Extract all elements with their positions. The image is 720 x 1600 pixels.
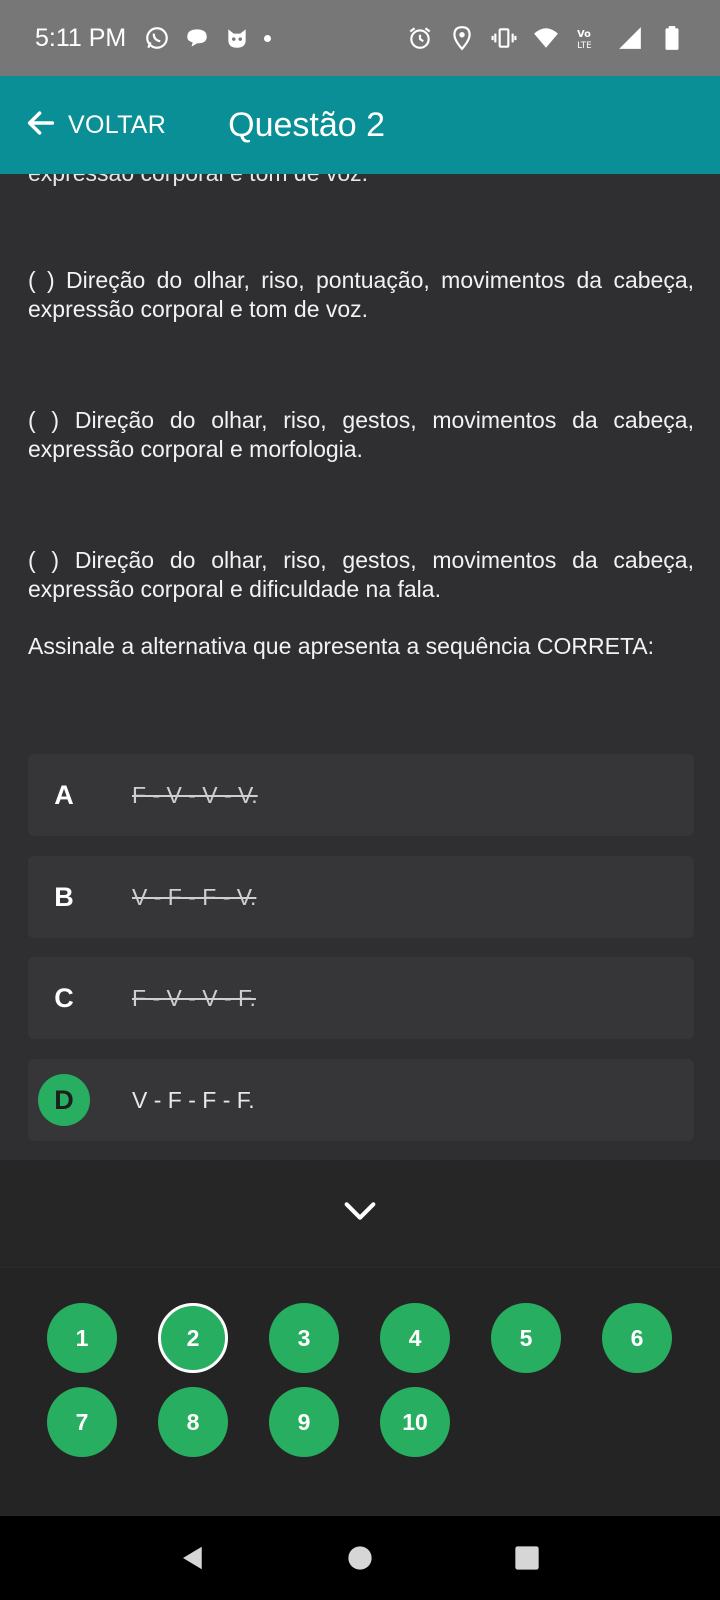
back-triangle-icon[interactable]: [173, 1538, 213, 1578]
question-button-2-current[interactable]: 2: [158, 1303, 228, 1373]
option-text: V - F - F - F.: [132, 1086, 255, 1113]
page-title: Questão 2: [228, 105, 386, 144]
location-icon: [449, 25, 475, 51]
wifi-icon: [533, 25, 559, 51]
option-a[interactable]: [28, 754, 694, 836]
option-text: V - F - F - V.: [132, 883, 257, 910]
status-bar: [0, 0, 720, 76]
recents-square-icon[interactable]: [507, 1538, 547, 1578]
question-navigator-panel: [0, 1160, 720, 1516]
question-button-7[interactable]: 7: [47, 1387, 117, 1457]
question-button-4[interactable]: 4: [380, 1303, 450, 1373]
whatsapp-icon: [144, 25, 170, 51]
option-letter: A: [54, 779, 74, 810]
back-label: VOLTAR: [68, 110, 167, 139]
option-c[interactable]: [28, 957, 694, 1039]
status-left-icons: [144, 25, 271, 51]
option-b[interactable]: [28, 856, 694, 938]
statement-item: ( ) Direção do olhar, riso, gestos, movimentos da cabeça, expressão corporal e dificuldade na fala.: [28, 547, 694, 602]
fox-app-icon: [224, 25, 250, 51]
statement-item: ( ) Direção do olhar, riso, pontuação, movimentos da cabeça, expressão corporal e tom de voz.: [28, 267, 694, 322]
option-text: F - V - V - F.: [132, 984, 256, 1011]
chevron-down-icon: [340, 1191, 380, 1236]
question-button-3[interactable]: 3: [269, 1303, 339, 1373]
svg-text:Vo: Vo: [577, 28, 591, 40]
question-button-5[interactable]: 5: [491, 1303, 561, 1373]
option-letter: C: [54, 982, 74, 1013]
question-button-9[interactable]: 9: [269, 1387, 339, 1457]
option-text: F - V - V - V.: [132, 781, 258, 808]
question-button-6[interactable]: 6: [602, 1303, 672, 1373]
question-button-1[interactable]: 1: [47, 1303, 117, 1373]
arrow-left-icon: [24, 106, 58, 145]
signal-icon: [617, 25, 643, 51]
back-button[interactable]: [24, 106, 166, 145]
collapse-panel-button[interactable]: [0, 1160, 720, 1268]
alarm-icon: [407, 25, 433, 51]
app-bar: [0, 76, 720, 174]
system-nav-bar: [0, 1516, 720, 1600]
home-circle-icon[interactable]: [340, 1538, 380, 1578]
question-button-10[interactable]: 10: [380, 1387, 450, 1457]
battery-icon: [659, 25, 685, 51]
question-button-8[interactable]: 8: [158, 1387, 228, 1457]
option-d[interactable]: [28, 1059, 694, 1141]
status-time: 5:11 PM: [35, 23, 127, 52]
chat-bubble-icon: [184, 25, 210, 51]
option-letter: B: [54, 881, 74, 912]
statement-item: ( ) Direção do olhar, riso, gestos, movimentos da cabeça, expressão corporal e morfologia.: [28, 407, 694, 462]
status-right-icons: [407, 25, 685, 51]
notification-dot: [264, 35, 271, 42]
vibrate-icon: [491, 25, 517, 51]
question-prompt: Assinale a alternativa que apresenta a sequência CORRETA:: [28, 633, 655, 659]
volte-icon: [575, 25, 601, 51]
option-letter-selected: D: [38, 1074, 90, 1126]
svg-text:LTE: LTE: [577, 40, 592, 51]
